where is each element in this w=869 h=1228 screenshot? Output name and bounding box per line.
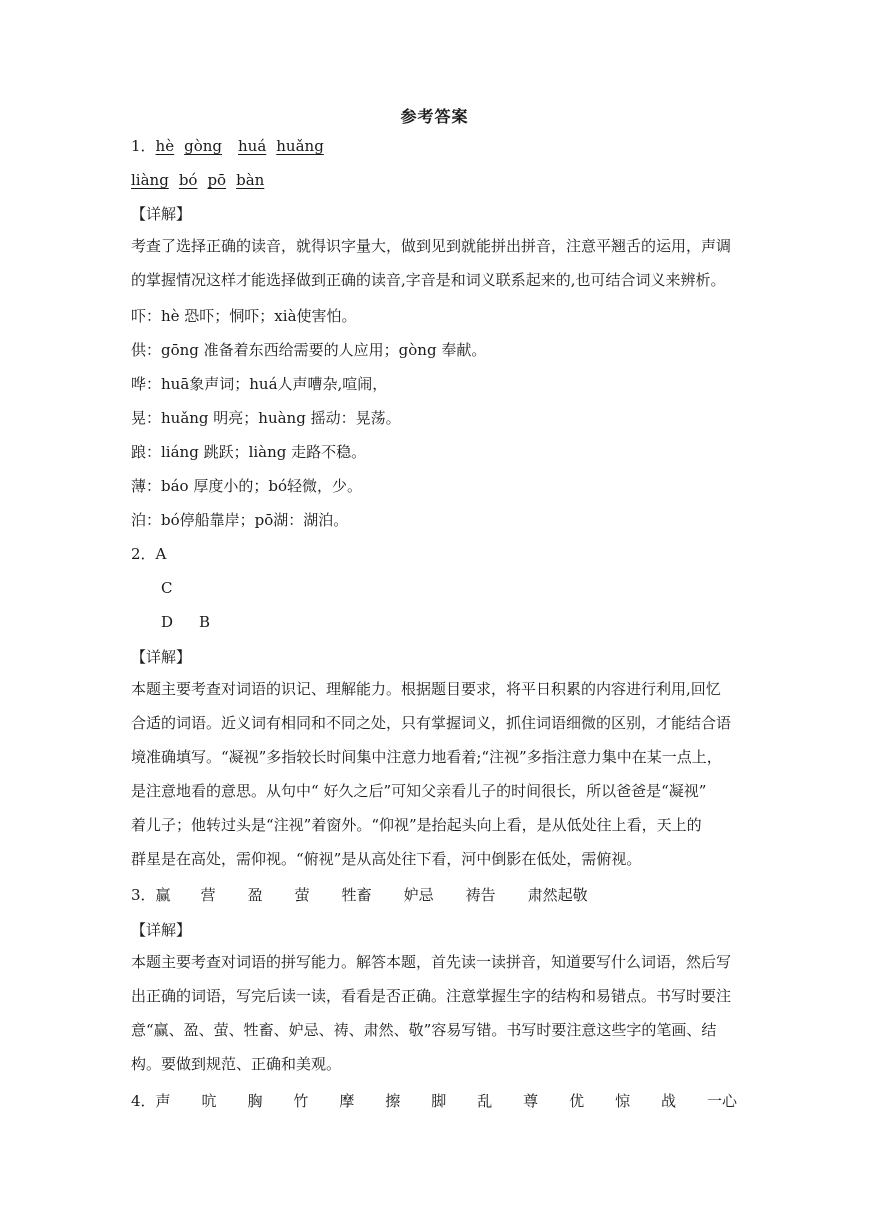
detail-line: 本题主要考查对词语的识记、理解能力。根据题目要求，将平日积累的内容进行利用,回忆 [131, 680, 721, 698]
q2-answer: C [161, 579, 173, 597]
q4-answer: 惊 [615, 1092, 631, 1110]
q1-pinyin-line-2 [131, 170, 274, 190]
q1-pinyin-line-1 [131, 136, 334, 156]
q1-pinyin: liàng [131, 171, 169, 189]
q2-detail-text [131, 672, 741, 876]
q1-note: 供：gōng 准备着东西给需要的人应用；gòng 奉献。 [131, 341, 487, 359]
q3-answer: 祷告 [465, 886, 496, 904]
q1-note: 晃：huǎng 明亮；huàng 摇动：晃荡。 [131, 409, 401, 427]
q4-answer: 优 [569, 1092, 585, 1110]
q1-note: 薄：báo 厚度小的；bó轻微，少。 [131, 477, 362, 495]
q2-answer-line-1 [131, 544, 166, 564]
q4-answer: 摩 [339, 1092, 355, 1110]
detail-line: 的掌握情况这样才能选择做到正确的读音,字音是和词义联系起来的,也可结合词义来辨析。 [131, 271, 726, 289]
q1-note: 吓：hè 恐吓；恫吓；xià使害怕。 [131, 307, 357, 325]
q3-answer: 妒忌 [403, 886, 434, 904]
q1-note: 泊：bó停船靠岸；pō湖：湖泊。 [131, 511, 349, 529]
q1-pinyin: bó [178, 171, 198, 189]
q4-answer-line [131, 1091, 737, 1111]
q3-answer-line [131, 885, 588, 905]
q3-answer: 萤 [294, 886, 310, 904]
q2-answer: B [199, 613, 211, 631]
q2-answer: D [161, 613, 174, 631]
detail-line: 考查了选择正确的读音，就得识字量大，做到见到就能拼出拼音，注意平翘舌的运用，声调 [131, 237, 732, 255]
q3-detail-label: 【详解】 [131, 921, 192, 939]
q4-answer: 战 [661, 1092, 677, 1110]
q2-number: 2． [131, 545, 156, 563]
q1-pinyin: huǎng [276, 137, 324, 155]
q1-note: 哗：huā象声词；huá人声嘈杂,喧闹， [131, 375, 388, 393]
page-title: 参考答案 [400, 107, 469, 126]
detail-line: 境准确填写。“凝视”多指较长时间集中注意力地看着;“注视”多指注意力集中在某一点上， [131, 748, 722, 766]
q1-number: 1． [131, 137, 156, 155]
q4-answer: 脚 [431, 1092, 447, 1110]
q3-answer: 营 [200, 886, 216, 904]
q1-pinyin: hè [155, 137, 175, 155]
q1-pinyin: huá [238, 137, 267, 155]
q4-answer: 声 [155, 1092, 171, 1110]
detail-line: 群星是在高处，需仰视。“俯视”是从高处往下看，河中倒影在低处，需俯视。 [131, 850, 642, 868]
q3-answer: 牲畜 [341, 886, 372, 904]
q1-note: 踉：liáng 跳跃；liàng 走路不稳。 [131, 443, 367, 461]
detail-line: 出正确的词语，写完后读一读，看看是否正确。注意掌握生字的结构和易错点。书写时要注 [131, 987, 732, 1005]
detail-line: 着儿子；他转过头是“注视”着窗外。“仰视”是抬起头向上看，是从低处往上看，天上的 [131, 816, 702, 834]
q4-answer: 乱 [477, 1092, 493, 1110]
q4-answer: 竹 [293, 1092, 309, 1110]
q1-pinyin: bàn [236, 171, 265, 189]
q3-answer: 盈 [247, 886, 263, 904]
detail-line: 构。要做到规范、正确和美观。 [131, 1055, 342, 1073]
q4-answer: 胸 [247, 1092, 263, 1110]
q4-answer: 一心 [706, 1092, 737, 1110]
q4-number: 4． [131, 1092, 156, 1110]
q2-detail-label: 【详解】 [131, 648, 192, 666]
detail-line: 合适的词语。近义词有相同和不同之处，只有掌握词义，抓住词语细微的区别，才能结合语 [131, 714, 732, 732]
q4-answer: 尊 [523, 1092, 539, 1110]
q1-pinyin: pō [207, 171, 227, 189]
detail-line: 意“赢、盈、萤、牲畜、妒忌、祷、肃然、敬”容易写错。书写时要注意这些字的笔画、结 [131, 1021, 717, 1039]
q4-answer: 擦 [385, 1092, 401, 1110]
q3-detail-text [131, 945, 741, 1081]
q3-number: 3． [131, 886, 156, 904]
q1-detail-text [131, 229, 741, 297]
q3-answer: 肃然起敬 [527, 886, 588, 904]
detail-line: 本题主要考查对词语的拼写能力。解答本题，首先读一读拼音，知道要写什么词语，然后写 [131, 953, 732, 971]
q2-answer: A [155, 545, 167, 563]
q4-answer: 吭 [201, 1092, 217, 1110]
q4-answer-first [131, 1091, 171, 1111]
q3-answer: 赢 [155, 886, 171, 904]
q1-detail-label: 【详解】 [131, 205, 192, 223]
q1-pinyin: gòng [184, 137, 222, 155]
detail-line: 是注意地看的意思。从句中“ 好久之后”可知父亲看儿子的时间很长，所以爸爸是“凝视” [131, 782, 707, 800]
